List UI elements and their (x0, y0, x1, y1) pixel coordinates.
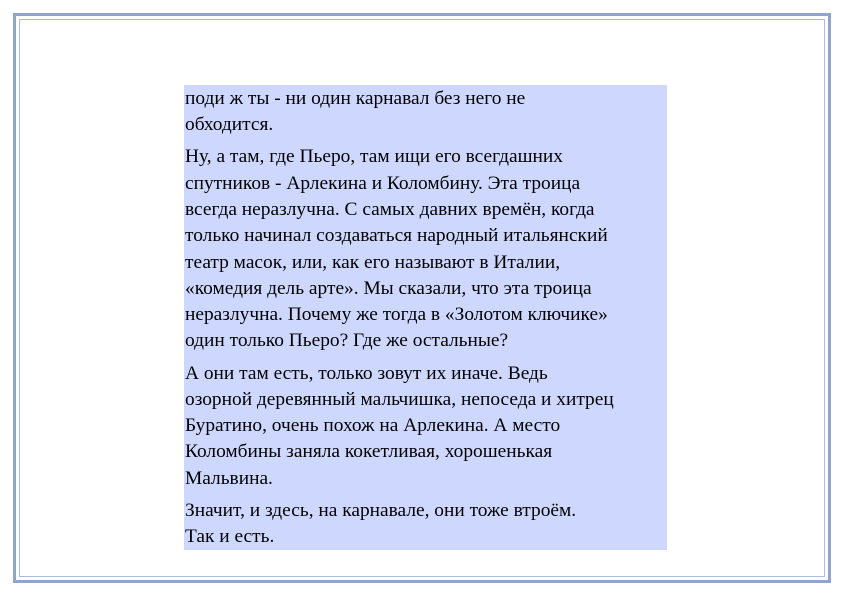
paragraph-3 (185, 361, 667, 492)
text-line: поди ж ты - ни один карнавал без него не (185, 88, 526, 109)
paragraph-1 (185, 86, 667, 139)
text-line: Мальвина. (185, 467, 273, 489)
text-block (184, 85, 667, 550)
text-line: один только Пьеро? Где же остальные? (185, 330, 509, 352)
text-line: озорной деревянный мальчишка, непоседа и хитрец (185, 388, 614, 410)
text-line: обходится. (185, 114, 274, 136)
text-line: спутников - Арлекина и Коломбину. Эта троица (185, 172, 581, 194)
text-line: Коломбины заняла кокетливая, хорошенькая (185, 441, 553, 463)
text-line: А они там есть, только зовут их иначе. Ведь (185, 362, 548, 384)
text-line: театр масок, или, как его называют в Италии, (185, 251, 561, 273)
text-line: «комедия дель арте». Мы сказали, что эта троица (185, 277, 592, 299)
text-line: Значит, и здесь, на карнавале, они тоже втроём. (185, 499, 577, 521)
paragraph-2 (185, 144, 667, 354)
text-line: неразлучна. Почему же тогда в «Золотом ключике» (185, 304, 608, 326)
text-line: Ну, а там, где Пьеро, там ищи его всегдашних (185, 146, 563, 168)
text-line: Так и есть. (185, 526, 275, 548)
text-line: всегда неразлучна. С самых давних времён, когда (185, 198, 595, 220)
paragraph-4 (185, 498, 667, 551)
text-line: только начинал создаваться народный итальянский (185, 225, 608, 247)
text-line: Буратино, очень похож на Арлекина. А место (185, 415, 561, 437)
